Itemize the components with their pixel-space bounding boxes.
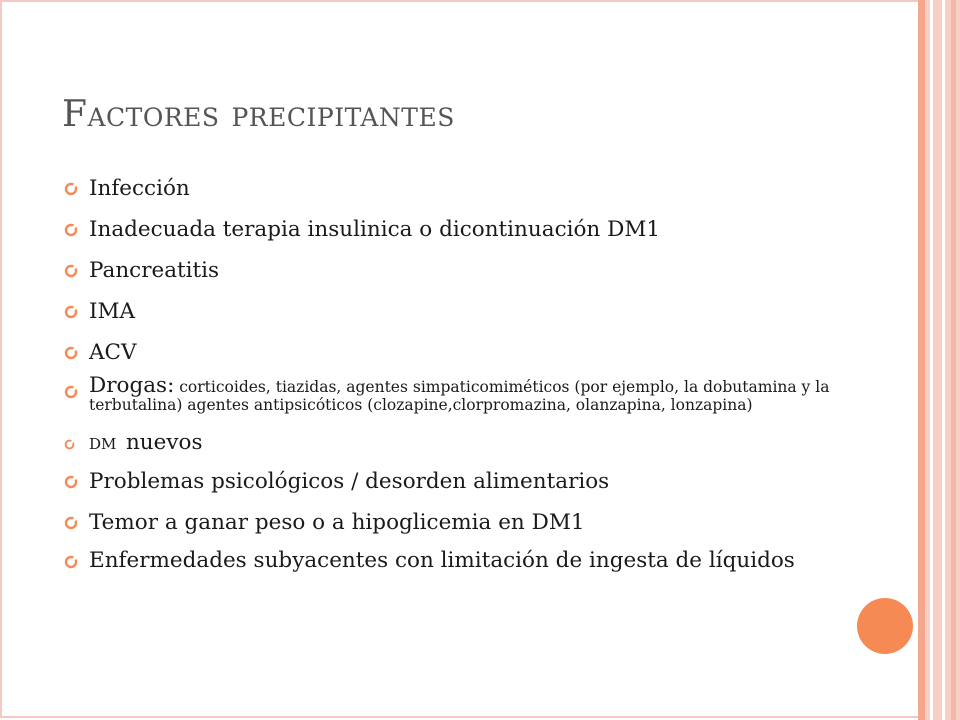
- hollow-circle-arrow-icon: [64, 223, 78, 237]
- list-item-text: ACV: [89, 340, 137, 365]
- list-item-dm: [62, 428, 852, 459]
- list-item-text: Enfermedades subyacentes con limitación de ingesta de líquidos: [89, 548, 795, 573]
- right-decorative-stripes: [918, 0, 960, 720]
- list-item: [62, 213, 852, 246]
- hollow-circle-arrow-icon: [64, 305, 78, 319]
- hollow-circle-arrow-icon: [64, 264, 78, 278]
- list-item-drogas: [62, 373, 852, 414]
- list-item: [62, 254, 852, 287]
- hollow-circle-arrow-icon: [64, 346, 78, 360]
- list-item-text: IMA: [89, 299, 136, 324]
- list-item: [62, 465, 852, 498]
- list-item-text: Temor a ganar peso o a hipoglicemia en DM1: [89, 510, 585, 535]
- list-item-text: Pancreatitis: [89, 258, 220, 283]
- drogas-detail: corticoides, tiazidas, agentes simpaticomiméticos (por ejemplo, la dobutamina y la terbutalina) agentes antipsicóticos (clozapine,clorpromazina, olanzapina, lonzapina): [89, 378, 830, 414]
- list-item-text: Problemas psicológicos / desorden alimentarios: [89, 469, 610, 494]
- orange-circle-decoration: [857, 598, 913, 654]
- dm-nuevos: nuevos: [125, 430, 203, 455]
- hollow-circle-arrow-icon: [64, 475, 78, 489]
- hollow-circle-arrow-icon: [64, 555, 78, 569]
- list-item: [62, 336, 852, 369]
- drogas-label: Drogas:: [89, 373, 175, 398]
- list-item-text: Inadecuada terapia insulinica o dicontinuación DM1: [89, 217, 661, 242]
- bullet-list: [62, 172, 852, 583]
- list-item: [62, 172, 852, 205]
- list-item-text: Infección: [89, 176, 190, 201]
- hollow-circle-arrow-icon: [64, 385, 78, 399]
- list-item: [62, 547, 852, 575]
- list-item: [62, 295, 852, 328]
- hollow-circle-arrow-icon: [64, 439, 75, 450]
- hollow-circle-arrow-icon: [64, 516, 78, 530]
- slide-title: Factores precipitantes: [62, 94, 455, 135]
- dm-label: DM: [89, 435, 117, 453]
- hollow-circle-arrow-icon: [64, 182, 78, 196]
- list-item: [62, 506, 852, 539]
